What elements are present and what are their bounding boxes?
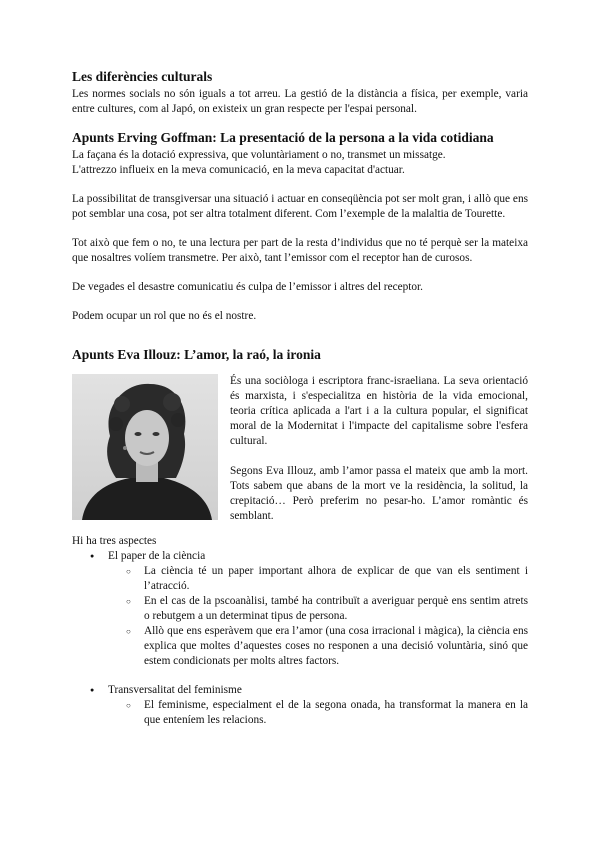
sub-list-item: ○ El feminisme, especialment el de la segona onada, ha transformat la manera en la que enteníem les relacions.: [144, 698, 528, 728]
paragraph: La possibilitat de transgiversar una situació i actuar en conseqüència pot ser molt gran, i allò que ens pot semblar una cosa, pot ser altra totalment diferent. Com l’exemple de la malaltia de Tourette.: [72, 193, 528, 220]
section-cultural-differences: [72, 68, 528, 117]
profile-block: [72, 374, 528, 524]
heading-illouz: Apunts Eva Illouz: L’amor, la raó, la ironia: [72, 347, 321, 362]
sub-list-item: ○ En el cas de la pscoanàlisi, també ha contribuït a averiguar perquè ens sentim atrets o rebutgem a un determinat tipus de persona.: [144, 594, 528, 624]
sub-list-item: ○ Allò que ens esperàvem que era l’amor (una cosa irracional i màgica), la ciència ens explica que moltes d’aquestes coses no responen a una decisió voluntària, sinó que estem condicionats per molts altres factors.: [144, 624, 528, 669]
author-photo: [72, 374, 218, 520]
bio-text: [230, 374, 528, 524]
aspects-list: [72, 549, 528, 728]
paragraph: Hi ha tres aspectes: [72, 535, 157, 547]
paragraph: Podem ocupar un rol que no és el nostre.: [72, 310, 257, 322]
section-illouz: [72, 346, 528, 728]
paragraph: Les normes socials no són iguals a tot arreu. La gestió de la distància a física, per exemple, varia entre cultures, com al Japó, on existeix un gran respecte per l'espai personal.: [72, 88, 528, 115]
list-item: [108, 549, 528, 669]
paragraph: És una sociòloga i escriptora franc-israeliana. La seva orientació és marxista, i s'especialitza en història de la vida emocional, teoria crítica aplicada a l'art i a la cultura popular, el significat moral de la Modernitat i l'impacte del capitalisme sobre l'esfera cultural.: [230, 375, 528, 447]
section-goffman: [72, 129, 528, 324]
sub-list-item: ○ La ciència té un paper important alhora de explicar de que van els sentiment i l’atracció.: [144, 564, 528, 594]
list-item: [108, 683, 528, 728]
paragraph: L'attrezzo influeix en la meva comunicació, en la meva capacitat d'actuar.: [72, 164, 405, 176]
paragraph: La façana és la dotació expressiva, que voluntàriament o no, transmet un missatge.: [72, 149, 446, 161]
document-content: [72, 68, 528, 728]
list-item-label: El paper de la ciència: [108, 550, 206, 562]
paragraph: Tot això que fem o no, te una lectura per part de la resta d’individus que no té perquè ser la mateixa que nosaltres volíem transmetre. Per això, tant l’emissor com el receptor han de curosos.: [72, 237, 528, 264]
heading-cultural-differences: Les diferències culturals: [72, 69, 213, 84]
list-item-label: Transversalitat del feminisme: [108, 684, 242, 696]
sub-list: [108, 698, 528, 728]
paragraph: Segons Eva Illouz, amb l’amor passa el mateix que amb la mort. Tots sabem que abans de la mort ve la residència, la solitud, la crepitació… Però preferim no pesar-ho. L’amor romàntic és semblant.: [230, 465, 528, 522]
sub-list: [108, 564, 528, 669]
heading-goffman: Apunts Erving Goffman: La presentació de la persona a la vida cotidiana: [72, 130, 494, 145]
paragraph: De vegades el desastre comunicatiu és culpa de l’emissor i altres del receptor.: [72, 281, 424, 293]
